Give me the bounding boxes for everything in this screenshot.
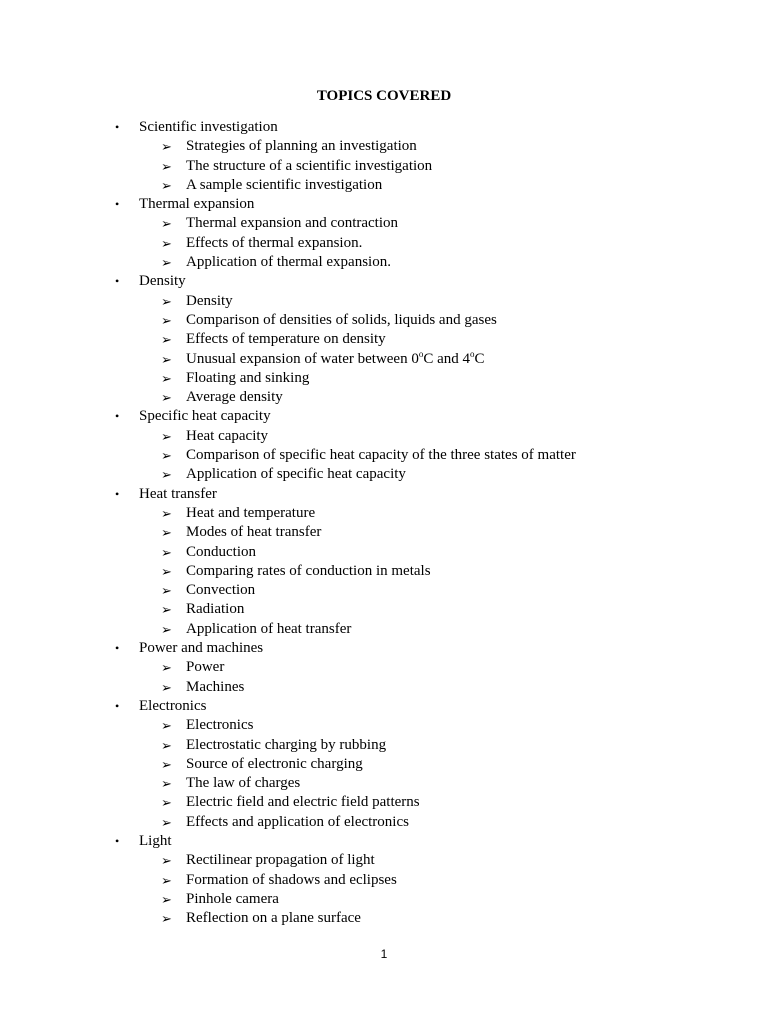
subtopic-item [0, 620, 768, 639]
page-number: 1 [380, 947, 388, 961]
subtopic-item [0, 543, 768, 562]
bullet-icon: • [115, 409, 120, 424]
topic-row [0, 697, 768, 716]
subtopic-item [0, 678, 768, 697]
subtopic-label: Rectilinear propagation of light [186, 852, 375, 869]
subtopic-item [0, 774, 768, 793]
subtopic-item [0, 562, 768, 581]
topic-row [0, 832, 768, 851]
arrow-bullet-icon: ➢ [161, 853, 172, 869]
bullet-icon: • [115, 197, 120, 212]
subtopic-item [0, 234, 768, 253]
topic-label: Electronics [139, 697, 207, 714]
subtopics-list [0, 658, 768, 697]
subtopic-label: The law of charges [186, 775, 301, 792]
topic-row [0, 272, 768, 291]
arrow-bullet-icon: ➢ [161, 911, 172, 927]
subtopic-item [0, 716, 768, 735]
topic-label: Specific heat capacity [139, 408, 271, 425]
subtopic-label: Average density [186, 389, 283, 406]
bullet-icon: • [115, 833, 120, 848]
topics-list [0, 118, 768, 928]
subtopic-label: Conduction [186, 543, 256, 560]
subtopic-label: Heat and temperature [186, 504, 316, 521]
subtopic-label: Comparing rates of conduction in metals [186, 562, 431, 579]
subtopic-item [0, 504, 768, 523]
arrow-bullet-icon: ➢ [161, 602, 172, 618]
arrow-bullet-icon: ➢ [161, 505, 172, 521]
subtopic-label: Density [186, 292, 233, 309]
topic-row [0, 195, 768, 214]
arrow-bullet-icon: ➢ [161, 255, 172, 271]
arrow-bullet-icon: ➢ [161, 177, 172, 193]
subtopic-label: Convection [186, 582, 256, 599]
subtopic-label: Source of electronic charging [186, 755, 363, 772]
subtopics-list [0, 427, 768, 485]
subtopic-item [0, 427, 768, 446]
subtopic-label: Unusual expansion of water between 0$^o$C and 4$^o$C [186, 348, 485, 367]
subtopics-list [0, 292, 768, 408]
arrow-bullet-icon: ➢ [161, 370, 172, 386]
arrow-bullet-icon: ➢ [161, 660, 172, 676]
arrow-bullet-icon: ➢ [161, 467, 172, 483]
arrow-bullet-icon: ➢ [161, 390, 172, 406]
subtopics-list [0, 851, 768, 928]
topic-label: Scientific investigation [139, 119, 278, 135]
subtopics-list [0, 716, 768, 832]
subtopic-item [0, 253, 768, 272]
subtopic-item [0, 600, 768, 619]
topic-row [0, 118, 768, 137]
subtopic-label: A sample scientific investigation [186, 176, 383, 193]
bullet-icon: • [115, 641, 120, 656]
subtopic-label: Application of heat transfer [186, 620, 352, 637]
bullet-icon: • [115, 486, 120, 501]
subtopic-label: Power [186, 659, 225, 676]
subtopic-item [0, 311, 768, 330]
subtopic-label: Effects of thermal expansion. [186, 234, 363, 251]
subtopic-item [0, 851, 768, 870]
arrow-bullet-icon: ➢ [161, 448, 172, 464]
topic-item-electronics [0, 697, 768, 832]
topic-item-heat-transfer [0, 485, 768, 639]
subtopic-item [0, 465, 768, 484]
subtopic-item [0, 388, 768, 407]
topic-label: Density [139, 273, 186, 290]
topic-label: Power and machines [139, 640, 264, 657]
arrow-bullet-icon: ➢ [161, 158, 172, 174]
subtopic-item [0, 350, 768, 369]
subtopic-item [0, 330, 768, 349]
arrow-bullet-icon: ➢ [161, 139, 172, 155]
subtopic-label: Effects of temperature on density [186, 331, 386, 348]
subtopic-label: Application of thermal expansion. [186, 254, 391, 271]
arrow-bullet-icon: ➢ [161, 795, 172, 811]
arrow-bullet-icon: ➢ [161, 216, 172, 232]
subtopic-label: Formation of shadows and eclipses [186, 871, 397, 888]
subtopic-item [0, 871, 768, 890]
bullet-icon: • [115, 698, 120, 713]
subtopic-item [0, 909, 768, 928]
arrow-bullet-icon: ➢ [161, 563, 172, 579]
topic-row [0, 407, 768, 426]
arrow-bullet-icon: ➢ [161, 814, 172, 830]
arrow-bullet-icon: ➢ [161, 718, 172, 734]
subtopic-label: Modes of heat transfer [186, 524, 322, 541]
subtopic-label: Machines [186, 678, 245, 695]
subtopics-list [0, 504, 768, 639]
subtopic-item [0, 581, 768, 600]
page-title: TOPICS COVERED [316, 88, 452, 104]
bullet-icon: • [115, 120, 120, 134]
subtopics-list [0, 214, 768, 272]
arrow-bullet-icon: ➢ [161, 891, 172, 907]
subtopic-label: Pinhole camera [186, 890, 279, 907]
topic-item-density [0, 272, 768, 407]
arrow-bullet-icon: ➢ [161, 776, 172, 792]
subtopic-label: Radiation [186, 601, 245, 618]
arrow-bullet-icon: ➢ [161, 332, 172, 348]
arrow-bullet-icon: ➢ [161, 583, 172, 599]
arrow-bullet-icon: ➢ [161, 679, 172, 695]
subtopics-list [0, 137, 768, 195]
subtopic-label: Heat capacity [186, 427, 269, 444]
subtopic-label: Electrostatic charging by rubbing [186, 736, 387, 753]
subtopic-item [0, 214, 768, 233]
bullet-icon: • [115, 274, 120, 289]
arrow-bullet-icon: ➢ [161, 235, 172, 251]
subtopic-item [0, 658, 768, 677]
topic-item-power-and-machines [0, 639, 768, 697]
topic-row [0, 639, 768, 658]
subtopic-label: Comparison of densities of solids, liquids and gases [186, 311, 497, 328]
topic-item-thermal-expansion [0, 195, 768, 272]
subtopic-label: Effects and application of electronics [186, 813, 409, 830]
topic-label: Light [139, 832, 172, 849]
topic-label: Heat transfer [139, 485, 217, 502]
subtopic-item [0, 793, 768, 812]
subtopic-label: Floating and sinking [186, 369, 310, 386]
subtopic-item [0, 736, 768, 755]
arrow-bullet-icon: ➢ [161, 737, 172, 753]
topic-item-scientific-investigation [0, 118, 768, 195]
subtopic-item [0, 813, 768, 832]
subtopic-item [0, 176, 768, 195]
topic-label: Thermal expansion [139, 196, 255, 213]
arrow-bullet-icon: ➢ [161, 525, 172, 541]
subtopic-item [0, 292, 768, 311]
arrow-bullet-icon: ➢ [161, 756, 172, 772]
subtopic-item [0, 369, 768, 388]
arrow-bullet-icon: ➢ [161, 351, 172, 367]
arrow-bullet-icon: ➢ [161, 293, 172, 309]
arrow-bullet-icon: ➢ [161, 428, 172, 444]
subtopic-item [0, 446, 768, 465]
subtopic-label: Electronics [186, 717, 254, 734]
arrow-bullet-icon: ➢ [161, 621, 172, 637]
subtopic-label: Reflection on a plane surface [186, 910, 361, 927]
topic-item-light [0, 832, 768, 928]
subtopic-item [0, 157, 768, 176]
subtopic-label: Comparison of specific heat capacity of the three states of matter [186, 447, 576, 464]
arrow-bullet-icon: ➢ [161, 312, 172, 328]
topic-item-specific-heat-capacity [0, 407, 768, 484]
subtopic-item [0, 523, 768, 542]
subtopic-label: Thermal expansion and contraction [186, 215, 399, 232]
arrow-bullet-icon: ➢ [161, 544, 172, 560]
subtopic-label: Electric field and electric field patterns [186, 794, 420, 811]
subtopic-item [0, 755, 768, 774]
subtopic-item [0, 137, 768, 156]
subtopic-item [0, 890, 768, 909]
arrow-bullet-icon: ➢ [161, 872, 172, 888]
topic-row [0, 485, 768, 504]
subtopic-label: The structure of a scientific investigation [186, 157, 433, 174]
subtopic-label: Application of specific heat capacity [186, 466, 406, 483]
subtopic-label: Strategies of planning an investigation [186, 138, 417, 155]
